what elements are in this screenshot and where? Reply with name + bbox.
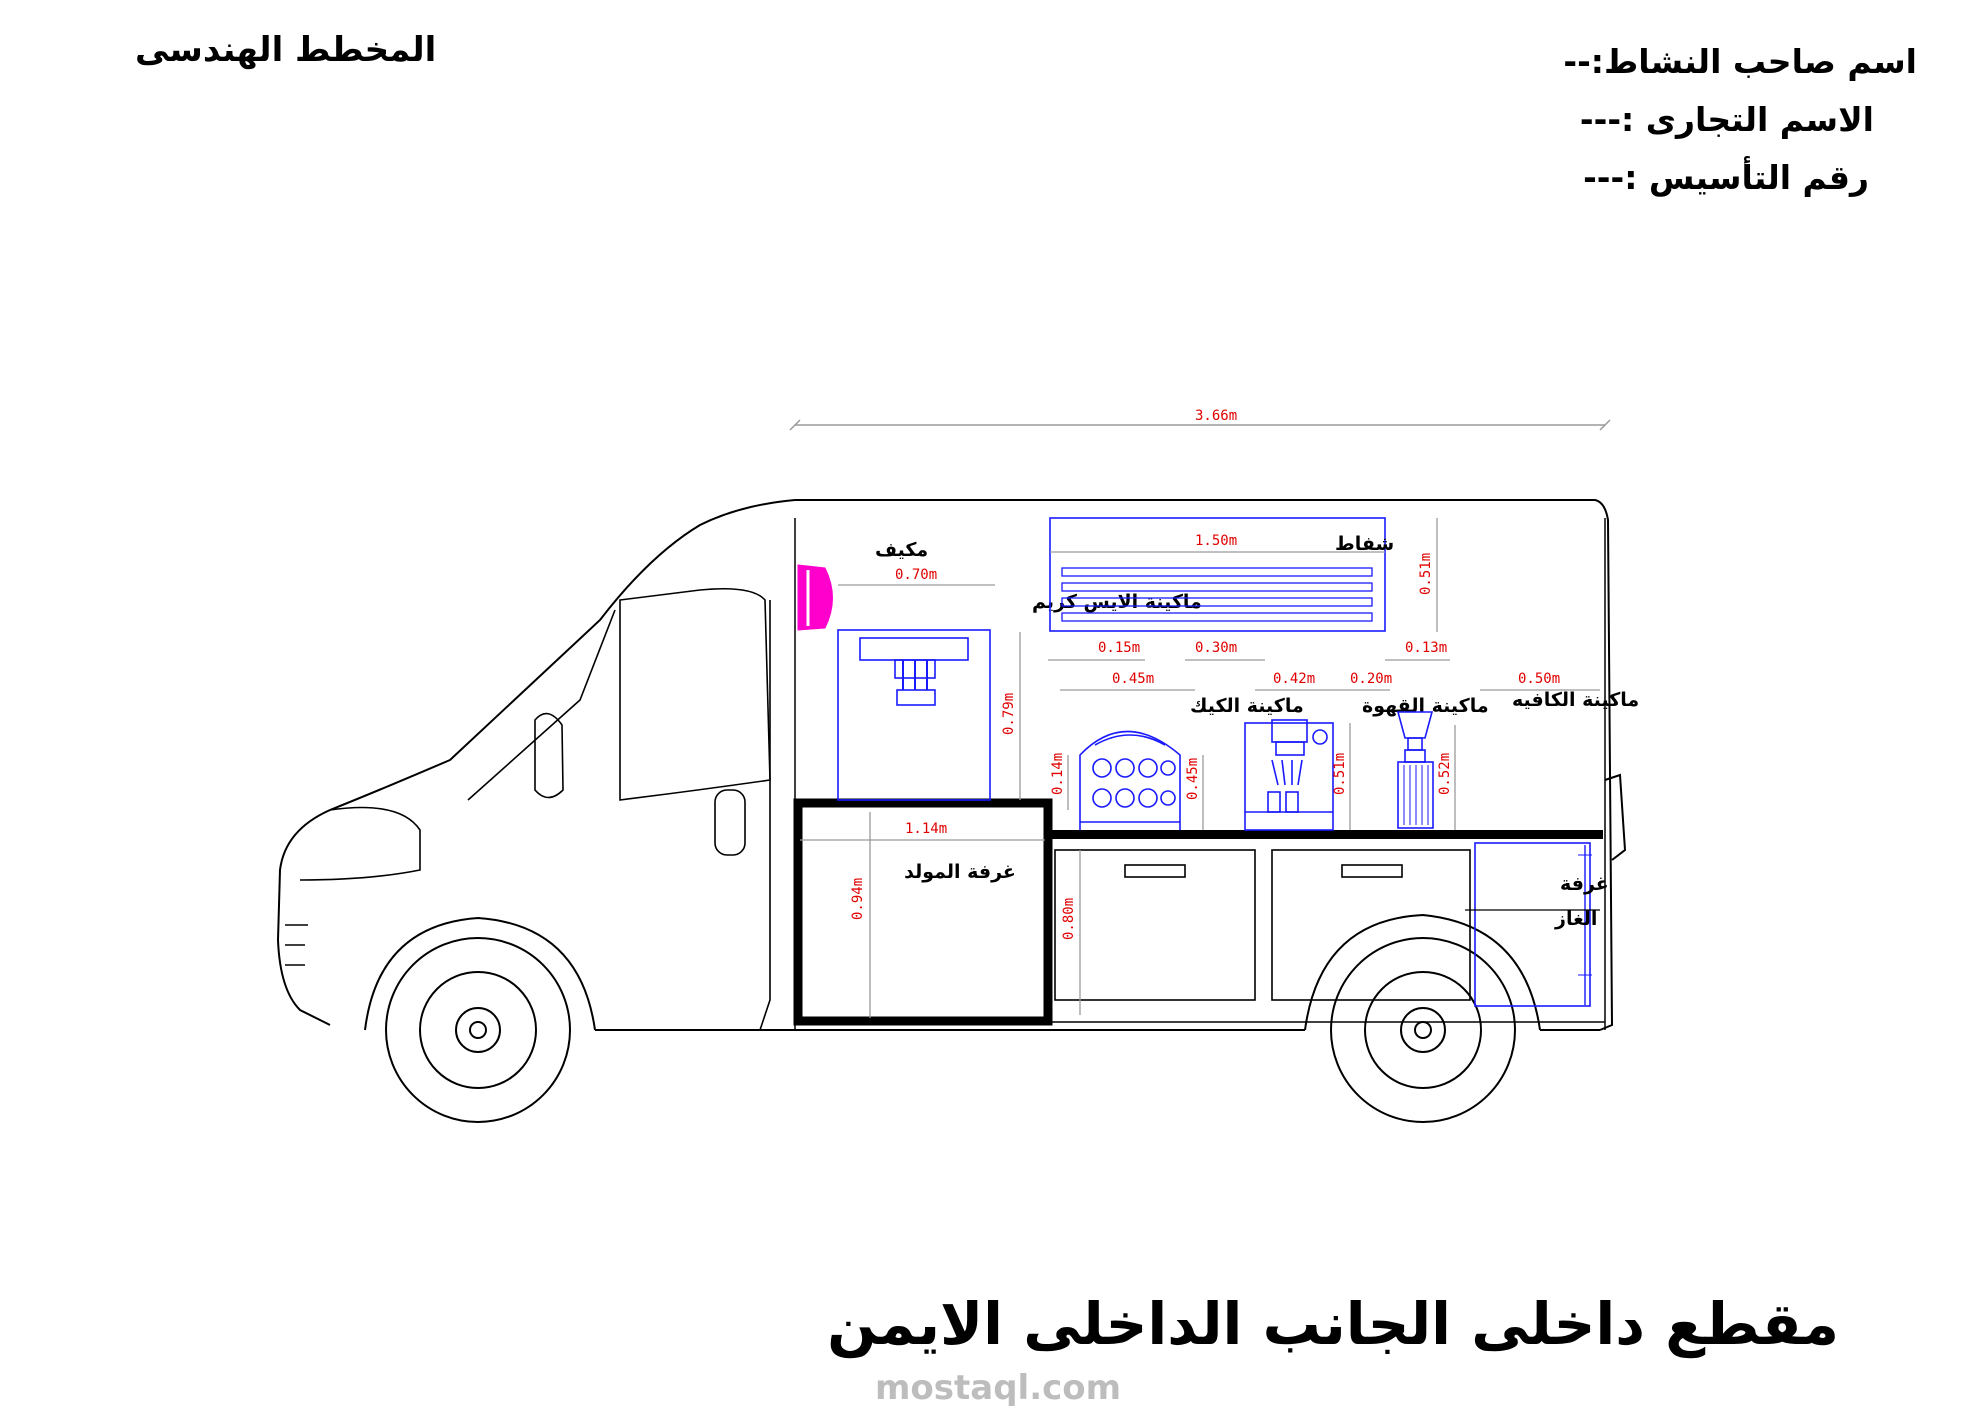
right-width-label: 0.50m xyxy=(1518,671,1561,687)
cake-machine-label: ماكينة الكيك xyxy=(1190,695,1304,717)
ac-label: مكيف xyxy=(875,539,929,561)
hood-width-label: 1.50m xyxy=(1195,533,1238,549)
cabinet-height-label: 0.80m xyxy=(1061,897,1077,940)
exhaust-hood xyxy=(1050,518,1437,632)
ice-cream-label: ماكينة الايس كريم xyxy=(1032,591,1202,613)
section-caption: مقطع داخلى الجانب الداخلى الايمن xyxy=(827,1290,1839,1358)
gas-room-label-1: غرفة xyxy=(1560,873,1609,895)
coffee-machine xyxy=(1245,720,1333,830)
cake-machine xyxy=(1080,732,1180,831)
hood-label: شفاط xyxy=(1335,533,1395,555)
gap-b-label: 0.30m xyxy=(1195,640,1238,656)
ice-cream-width-label: 0.70m xyxy=(895,567,938,583)
front-wheel xyxy=(386,938,570,1122)
machine-width-dimensions xyxy=(1060,671,1600,690)
gap-dimensions xyxy=(1048,640,1450,660)
gas-room xyxy=(1465,843,1609,1006)
counter-top xyxy=(1048,830,1603,839)
rear-wheel xyxy=(1331,938,1515,1122)
cake-width-label: 0.45m xyxy=(1112,671,1155,687)
gap-a-label: 0.15m xyxy=(1098,640,1141,656)
cake-height-label: 0.45m xyxy=(1185,757,1201,800)
registration-number-line: رقم التأسيس :--- xyxy=(1583,158,1869,197)
ice-cream-height-label: 0.79m xyxy=(1001,692,1017,735)
gas-room-label-2: الغاز xyxy=(1555,908,1598,930)
coffee-height-label: 0.51m xyxy=(1332,752,1348,795)
cake-small-label: 0.14m xyxy=(1050,752,1066,795)
generator-width-label: 1.14m xyxy=(905,821,948,837)
cafe-gap-label: 0.20m xyxy=(1350,671,1393,687)
generator-room xyxy=(798,803,1048,1021)
gap-c-label: 0.13m xyxy=(1405,640,1448,656)
cabinets xyxy=(1055,850,1470,1000)
cafe-machine-label: ماكينة الكافيه xyxy=(1512,689,1640,711)
cafe-machine xyxy=(1398,712,1433,828)
trade-name-line: الاسم التجارى :--- xyxy=(1579,100,1874,139)
overall-dimension-label: 3.66m xyxy=(1195,408,1238,424)
coffee-width-label: 0.42m xyxy=(1273,671,1316,687)
document-title: المخطط الهندسى xyxy=(135,30,437,70)
generator-room-label: غرفة المولد xyxy=(904,861,1016,883)
coffee-machine-label: ماكينة القهوة xyxy=(1362,695,1489,717)
overall-dimension xyxy=(790,408,1610,430)
watermark: mostaql.com xyxy=(875,1368,1122,1408)
hood-height-label: 0.51m xyxy=(1418,552,1434,595)
cafe-height-label: 0.52m xyxy=(1437,752,1453,795)
owner-name-line: اسم صاحب النشاط:-- xyxy=(1563,42,1917,81)
generator-height-label: 0.94m xyxy=(850,877,866,920)
